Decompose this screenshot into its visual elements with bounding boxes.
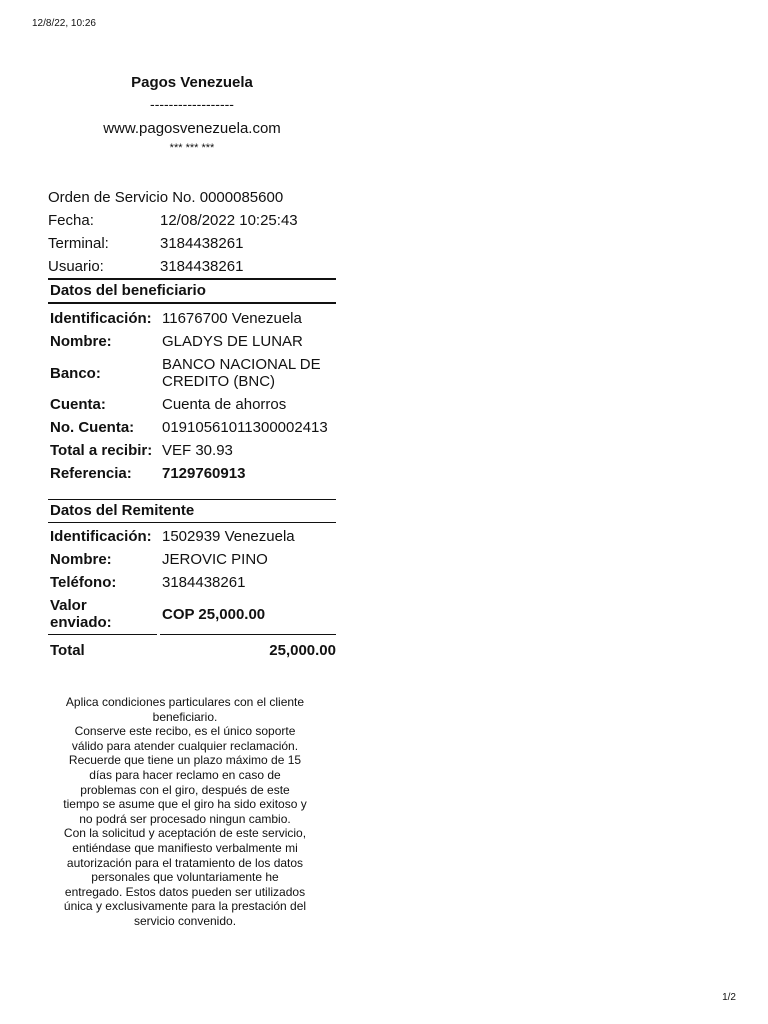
terms-paragraph-1: Aplica condiciones particulares con el cliente beneficiario.: [65, 695, 305, 724]
remitente-nombre-label: Nombre:: [50, 551, 112, 568]
fecha-value: 12/08/2022 10:25:43: [160, 212, 298, 229]
beneficiario-id-row: [48, 307, 336, 330]
beneficiario-referencia-row: [48, 462, 336, 485]
beneficiario-nombre-row: [48, 330, 336, 353]
header-separator: ------------------: [150, 96, 234, 112]
beneficiario-total-value: VEF 30.93: [162, 442, 233, 459]
terms-paragraph-2: Conserve este recibo, es el único soporte válido para atender cualquier reclamación.: [71, 724, 299, 753]
order-number-row: [48, 186, 336, 209]
remitente-telefono-label: Teléfono:: [50, 574, 117, 591]
company-website: www.pagosvenezuela.com: [103, 120, 281, 137]
terms-footer: [62, 695, 308, 929]
valor-underline: [48, 634, 336, 635]
order-label: Orden de Servicio No.: [48, 189, 196, 206]
beneficiario-referencia-label: Referencia:: [50, 465, 132, 482]
fecha-label: Fecha:: [48, 212, 94, 229]
beneficiario-referencia-value: 7129760913: [162, 465, 246, 482]
beneficiario-total-row: [48, 439, 336, 462]
beneficiario-cuenta-value: Cuenta de ahorros: [162, 396, 287, 413]
remitente-section-title: Datos del Remitente: [48, 499, 336, 523]
order-number: 0000085600: [199, 189, 284, 206]
remitente-valor-row: [48, 594, 336, 634]
remitente-telefono-value: 3184438261: [162, 574, 246, 591]
beneficiario-no-cuenta-row: [48, 416, 336, 439]
fecha-row: [48, 209, 336, 232]
usuario-row: [48, 255, 336, 278]
beneficiario-banco-label: Banco:: [50, 364, 101, 382]
beneficiario-banco-row: [48, 353, 336, 393]
terms-paragraph-4: Con la solicitud y aceptación de este servicio, entiéndase que manifiesto verbalmente mi autorización para el tratamiento de los datos personales que voluntariamente he entregado. Estos datos pueden ser utilizados única y exclusivamente para la prestación del servicio convenido.: [63, 826, 307, 928]
terms-paragraph-3: Recuerde que tiene un plazo máximo de 15 días para hacer reclamo en caso de problemas con el giro, después de este tiempo se asume que el giro ha sido exitoso y no podrá ser procesado ningun cambio.: [63, 753, 307, 826]
usuario-value: 3184438261: [160, 258, 244, 275]
header-stars: *** *** ***: [169, 142, 215, 154]
remitente-valor-label: Valor enviado:: [50, 597, 112, 631]
beneficiario-id-value: 11676700 Venezuela: [162, 310, 302, 327]
terminal-label: Terminal:: [48, 235, 109, 252]
remitente-id-label: Identificación:: [50, 528, 152, 545]
usuario-label: Usuario:: [48, 258, 104, 275]
beneficiario-no-cuenta-value: 01910561011300002413: [162, 419, 328, 436]
beneficiario-cuenta-label: Cuenta:: [50, 396, 106, 413]
remitente-id-value: 1502939 Venezuela: [162, 528, 295, 545]
beneficiario-id-label: Identificación:: [50, 310, 152, 327]
print-datetime: 12/8/22, 10:26: [32, 18, 96, 29]
remitente-total-value: 25,000.00: [269, 641, 336, 659]
terminal-value: 3184438261: [160, 235, 244, 252]
beneficiario-section-title: Datos del beneficiario: [48, 278, 336, 304]
receipt-body: [48, 186, 336, 662]
terminal-row: [48, 232, 336, 255]
remitente-total-label: Total: [50, 641, 85, 659]
remitente-nombre-row: [48, 548, 336, 571]
beneficiario-banco-value: BANCO NACIONAL DE CREDITO (BNC): [162, 356, 321, 390]
beneficiario-no-cuenta-label: No. Cuenta:: [50, 419, 135, 436]
remitente-nombre-value: JEROVIC PINO: [162, 551, 268, 568]
receipt-header: [40, 72, 344, 156]
remitente-total-row: [48, 638, 336, 662]
remitente-telefono-row: [48, 571, 336, 594]
beneficiario-total-label: Total a recibir:: [50, 442, 153, 459]
remitente-valor-value: COP 25,000.00: [162, 605, 266, 623]
beneficiario-cuenta-row: [48, 393, 336, 416]
page-number: 1/2: [722, 992, 736, 1003]
beneficiario-nombre-value: GLADYS DE LUNAR: [162, 333, 303, 350]
beneficiario-nombre-label: Nombre:: [50, 333, 112, 350]
remitente-id-row: [48, 525, 336, 548]
company-name: Pagos Venezuela: [131, 74, 253, 91]
